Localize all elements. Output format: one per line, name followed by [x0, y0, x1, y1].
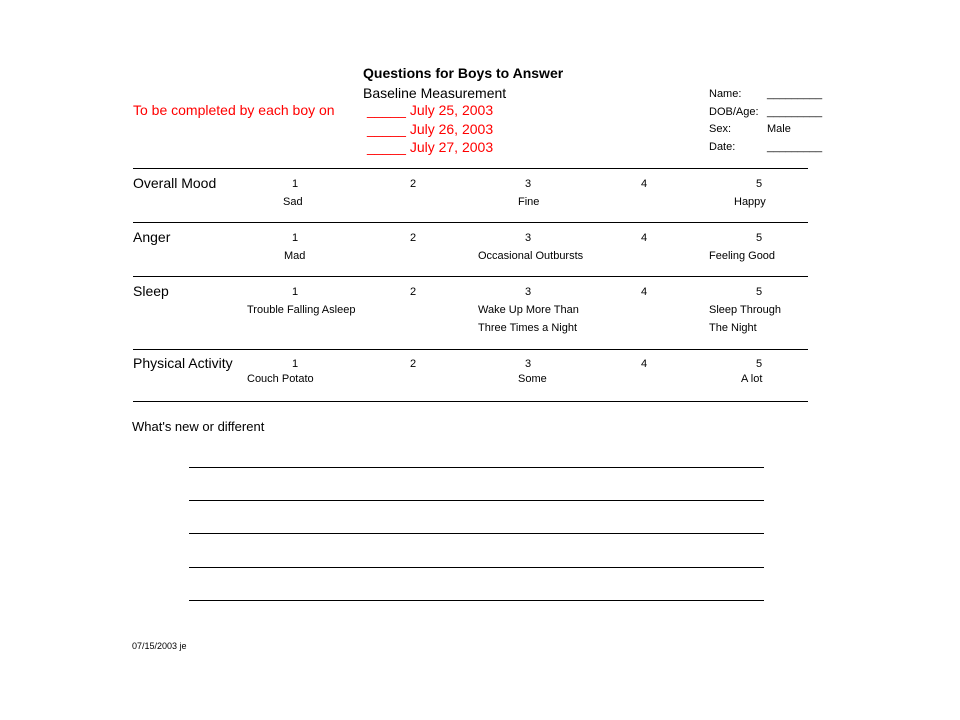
date-option-2: _____ July 26, 2003 [367, 121, 494, 137]
scale-2: 2 [410, 178, 417, 190]
descriptor-high: Feeling Good [709, 250, 776, 262]
sex-label: Sex: [709, 123, 732, 135]
scale-3: 3 [525, 358, 532, 370]
row-label-sleep: Sleep [133, 283, 169, 299]
name-label: Name: [709, 88, 742, 100]
notes-line[interactable] [189, 600, 764, 601]
dob-label: DOB/Age: [709, 106, 759, 118]
row-divider [133, 349, 808, 350]
row-divider [133, 222, 808, 223]
scale-2: 2 [410, 286, 417, 298]
descriptor-high-line-2: The Night [709, 322, 757, 334]
scale-3: 3 [525, 286, 532, 298]
row-label-physical-activity: Physical Activity [133, 355, 233, 371]
footer-stamp: 07/15/2003 je [132, 641, 187, 651]
instruction-text: To be completed by each boy on [133, 102, 335, 118]
row-divider [133, 276, 808, 277]
date-label: Date: [709, 141, 736, 153]
row-divider [133, 401, 808, 402]
scale-4: 4 [641, 178, 648, 190]
notes-line[interactable] [189, 500, 764, 501]
notes-line[interactable] [189, 467, 764, 468]
scale-3: 3 [525, 232, 532, 244]
notes-line[interactable] [189, 567, 764, 568]
scale-1: 1 [292, 358, 299, 370]
descriptor-mid-line-2: Three Times a Night [478, 322, 578, 334]
scale-4: 4 [641, 358, 648, 370]
scale-1: 1 [292, 178, 299, 190]
scale-4: 4 [641, 232, 648, 244]
descriptor-low: Mad [284, 250, 306, 262]
date-value: _________ [767, 141, 823, 153]
date-option-3: _____ July 27, 2003 [367, 139, 494, 155]
scale-5: 5 [756, 232, 763, 244]
notes-line[interactable] [189, 533, 764, 534]
descriptor-mid: Some [518, 373, 547, 385]
row-label-overall-mood: Overall Mood [133, 175, 217, 191]
descriptor-low: Sad [283, 196, 303, 208]
descriptor-mid: Wake Up More Than [478, 304, 579, 316]
descriptor-high: Happy [734, 196, 766, 208]
scale-3: 3 [525, 178, 532, 190]
descriptor-low: Couch Potato [247, 373, 314, 385]
scale-5: 5 [756, 358, 763, 370]
form-title: Questions for Boys to Answer [363, 65, 564, 81]
scale-4: 4 [641, 286, 648, 298]
sex-value: Male [767, 123, 791, 135]
row-label-anger: Anger [133, 229, 171, 245]
form-subtitle: Baseline Measurement [363, 85, 507, 101]
dob-value: _________ [767, 106, 823, 118]
scale-5: 5 [756, 286, 763, 298]
descriptor-high: Sleep Through [709, 304, 781, 316]
row-divider [133, 168, 808, 169]
notes-prompt: What's new or different [132, 419, 265, 434]
descriptor-mid: Occasional Outbursts [478, 250, 584, 262]
date-option-1: _____ July 25, 2003 [367, 102, 494, 118]
descriptor-low: Trouble Falling Asleep [247, 304, 356, 316]
scale-5: 5 [756, 178, 763, 190]
descriptor-mid: Fine [518, 196, 540, 208]
scale-1: 1 [292, 286, 299, 298]
descriptor-high: A lot [741, 373, 763, 385]
scale-2: 2 [410, 232, 417, 244]
scale-1: 1 [292, 232, 299, 244]
name-value: _________ [767, 88, 823, 100]
scale-2: 2 [410, 358, 417, 370]
